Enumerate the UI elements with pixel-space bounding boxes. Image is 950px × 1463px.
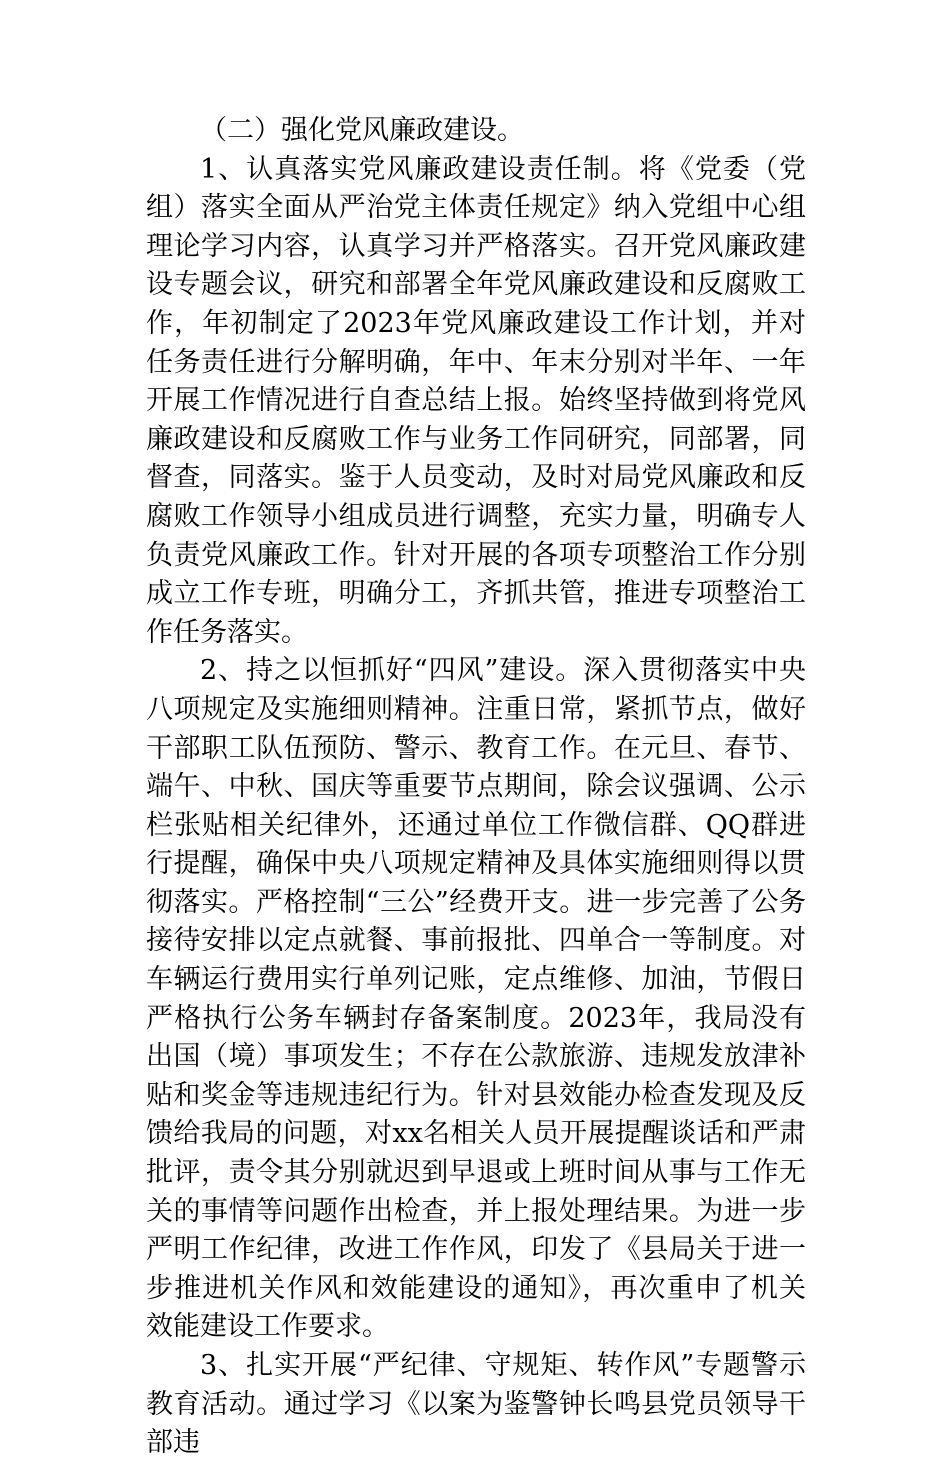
document-body xyxy=(146,112,806,1463)
section-heading: （二）强化党风廉政建设。 xyxy=(200,115,524,146)
paragraph-3: 3、扎实开展“严纪律、守规矩、转作风”专题警示教育活动。通过学习《以案为鉴警钟长鸣县党员领导干部违 xyxy=(146,1350,806,1459)
paragraph-1: 1、认真落实党风廉政建设责任制。将《党委（党组）落实全面从严治党主体责任规定》纳入党组中心组理论学习内容，认真学习并严格落实。召开党风廉政建设专题会议，研究和部署全年党风廉政建设和反腐败工作，年初制定了2023年党风廉政建设工作计划，并对任务责任进行分解明确，年中、年末分别对半年、一年开展工作情况进行自查总结上报。始终坚持做到将党风廉政建设和反腐败工作与业务工作同研究，同部署，同督查，同落实。鉴于人员变动，及时对局党风廉政和反腐败工作领导小组成员进行调整，充实力量，明确专人负责党风廉政工作。针对开展的各项专项整治工作分别成立工作专班，明确分工，齐抓共管，推进专项整治工作任务落实。 xyxy=(146,153,806,648)
paragraph-2: 2、持之以恒抓好“四风”建设。深入贯彻落实中央八项规定及实施细则精神。注重日常，紧抓节点，做好干部职工队伍预防、警示、教育工作。在元旦、春节、端午、中秋、国庆等重要节点期间，除会议强调、公示栏张贴相关纪律外，还通过单位工作微信群、QQ群进行提醒，确保中央八项规定精神及具体实施细则得以贯彻落实。严格控制“三公”经费开支。进一步完善了公务接待安排以定点就餐、事前报批、四单合一等制度。对车辆运行费用实行单列记账，定点维修、加油，节假日严格执行公务车辆封存备案制度。2023年，我局没有出国（境）事项发生；不存在公款旅游、违规发放津补贴和奖金等违规违纪行为。针对县效能办检查发现及反馈给我局的问题，对xx名相关人员开展提醒谈话和严肃批评，责令其分别就迟到早退或上班时间从事与工作无关的事情等问题作出检查，并上报处理结果。为进一步严明工作纪律，改进工作作风，印发了《县局关于进一步推进机关作风和效能建设的通知》，再次重申了机关效能建设工作要求。 xyxy=(146,655,806,1343)
